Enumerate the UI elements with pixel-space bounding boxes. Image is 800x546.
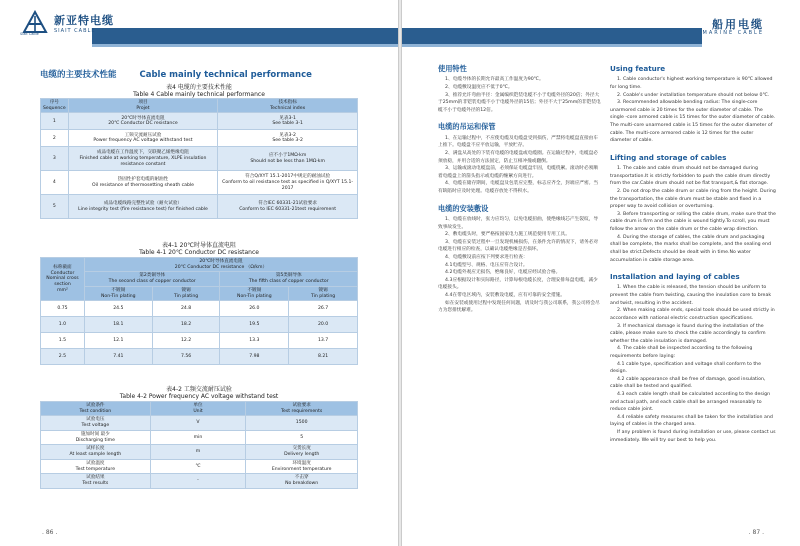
t4-cell-4-2: 符合IEC 60331-21试验要求 Conform to IEC 60331-21test requirement <box>218 195 358 219</box>
t41-head-main <box>84 258 357 272</box>
en-paragraph: 2. When making cable ends, special tools should be used strictly in accordance with national electric construction specifications. <box>610 308 775 321</box>
t41-head-tin-2 <box>152 286 220 300</box>
table-row <box>41 445 358 459</box>
left-page <box>0 0 398 546</box>
t4-cell-1-1: 工频交流耐压试验 Power frequency AC voltage withstand test <box>68 130 218 147</box>
english-text-column <box>610 64 776 444</box>
en-heading: Installation and laying of cables <box>610 272 740 282</box>
cn-paragraph: 3、推荐允许弯曲半径：金属编织铠装电缆不小于电缆外径的20倍；外径大于25mm的非铠装电缆不小于电缆外径的15倍；外径不大于25mm的非铠装电缆不小于电缆外径的12倍。 <box>438 92 601 113</box>
t41-head-class2-text: 第2类铜导体 The second class of copper conductor <box>108 273 196 285</box>
left-header <box>0 0 398 52</box>
section-title-en: MARINE CABLE <box>702 30 764 36</box>
t42-head-1: 单位 Unit <box>150 402 246 416</box>
t4-cell-1-0: 2 <box>41 130 69 147</box>
table42 <box>40 401 358 489</box>
t41-head-nontin-5 <box>220 286 289 300</box>
table41-caption <box>40 240 358 256</box>
header-band <box>402 28 702 44</box>
t41-head-tin-5 <box>289 286 358 300</box>
t41-head-class5-text: 第5类铜导体 The fifth class of copper conductor <box>248 273 329 285</box>
table-row <box>41 301 358 317</box>
t41-cell-1-0: 1.0 <box>41 317 85 333</box>
en-heading: Using feature <box>610 64 666 73</box>
cn-paragraph: 3、电缆在安装过程中一旦发现机械损伤，在条件允许的情况下，请务必对电缆进行相应的检查，以确认电缆绝缘是否损坏。 <box>438 239 599 253</box>
cn-heading: 使用特性 <box>438 64 467 73</box>
t42-head-0: 试验条件 Test condition <box>41 402 151 416</box>
cn-paragraph: 1、在运输过程中，不应使电缆及电缆盘受到损伤，严禁将电缆盘直接由车上推下。电缆盘不应平放运输，平放贮存。 <box>438 135 599 149</box>
t42-cell-4-2: 不击穿 No breakdown <box>246 474 358 488</box>
table-row <box>41 349 358 365</box>
en-paragraph: 4. The cable shall be inspected according to the following requirements before laying: <box>610 346 753 359</box>
cn-paragraph: 3、运输或滚动电缆盘前，必须保证电缆盘牢固，电缆绕紧。滚动时必须顺着电缆盘上的箭头指示或电缆的缠紧方向进行。 <box>438 166 599 179</box>
t42-cell-0-0: 试验电压 Test voltage <box>41 416 151 430</box>
t41-cell-2-1: 12.1 <box>84 333 152 349</box>
t41-head-nontin-2-text: 不镀锡 Non-Tin plating <box>100 287 136 299</box>
en-paragraph: 4.1 cable type, specification and voltage shall conform to the design. <box>610 361 762 375</box>
t4-cell-1-2: 见表3-2 See table 3-2 <box>218 130 358 147</box>
table42-caption-cn: 表4-2 工频交流耐压试验 <box>166 386 232 393</box>
t41-cell-2-4: 13.7 <box>289 333 358 349</box>
t41-cell-3-0: 2.5 <box>41 349 85 365</box>
table4-caption-en: Table 4 Cable mainly technical performance <box>133 91 265 98</box>
t41-cell-3-3: 7.98 <box>220 349 289 365</box>
t4-cell-4-0: 5 <box>41 195 69 219</box>
page-title-en: Cable mainly technical performance <box>139 70 312 80</box>
logo-chinese: 新亚特电缆 <box>54 14 114 27</box>
t42-cell-1-0: 施加时间 最少 Discharging time <box>41 430 151 444</box>
t41-head-area <box>41 258 85 301</box>
t4-cell-2-1: 成品电缆在工作温度下，交联聚乙烯绝缘电阻 Finished cable at working temperature, XLPE insulation resistance constant <box>68 147 218 171</box>
cn-paragraph: 4.3应根据设计和实际路径，计算每根电缆长度，合理安排每盘电缆，减少电缆接头。 <box>438 277 598 291</box>
t4-cell-0-1: 20℃时导体直流电阻 20℃ Conductor DC resistance <box>68 113 218 130</box>
table42-caption <box>40 384 358 400</box>
t42-cell-4-0: 试验结果 Test results <box>41 474 151 488</box>
cn-paragraph: 4.1电缆型号、规格、电压应符合设计。 <box>445 262 528 268</box>
table41-caption-en: Table 4-1 20℃ Conductor DC resistance <box>139 249 259 256</box>
t4-cell-0-0: 1 <box>41 113 69 130</box>
t41-cell-1-3: 19.5 <box>220 317 289 333</box>
header-band-accent <box>92 44 398 47</box>
t42-cell-2-2: 交货长度 Delivery length <box>246 445 358 459</box>
cn-paragraph: 1、电缆导体的长期允许最高工作温度为90℃。 <box>445 77 544 83</box>
table-row <box>41 430 358 444</box>
t41-head-class5 <box>220 272 358 286</box>
logo-small-text: Siait Cable <box>20 32 39 36</box>
t42-cell-2-1: m <box>150 445 246 459</box>
t41-cell-3-2: 7.56 <box>152 349 220 365</box>
cn-paragraph: 4、电缆敷设前应按下列要求进行检查： <box>445 255 528 261</box>
cn-heading: 电缆的安装敷设 <box>438 203 489 213</box>
en-paragraph: 2. Coable's under installation temperature should not below 0℃. <box>617 92 770 98</box>
section-title-cn: 船用电缆 <box>712 18 764 31</box>
t41-cell-1-1: 18.1 <box>84 317 152 333</box>
t41-cell-1-4: 20.0 <box>289 317 358 333</box>
t41-cell-0-1: 24.5 <box>84 301 152 317</box>
t41-cell-0-2: 24.8 <box>152 301 220 317</box>
table-row <box>41 130 358 147</box>
en-paragraph: 4.3 each cable length shall be calculated according to the design and actual path, and each cable shall be arranged reasonably to reduce cable joint. <box>610 392 771 413</box>
t4-cell-3-2: 符合Q/XYT 15.1-2017中规定的耐油试验 Conform to oil resistance test as specified in Q/XYT 15.1-2017 <box>218 171 358 195</box>
logo-emblem-icon <box>20 10 50 36</box>
t4-cell-0-2: 见表3-1 See table 3-1 <box>218 113 358 130</box>
cn-paragraph: 2、满盘从高处的下装有电缆的电缆盘或电缆圈。在运输过程中，电缆盘必须放稳，并用合适的方法固定，防止互相冲撞或翻倒。 <box>438 150 599 164</box>
cn-paragraph: 1、电缆在放线时，张力应均匀，以免电缆扭曲，使绝缘线芯产生裂纹，导致事故发生。 <box>438 217 599 230</box>
cn-paragraph: 如在安装或使用过程中发现任何问题，请及时与我公司联系，我公司将会尽力为您排忧解难。 <box>438 300 600 314</box>
table-row <box>41 147 358 171</box>
t41-cell-0-3: 26.0 <box>220 301 289 317</box>
t42-head-2: 试验要求 Test requirements <box>246 402 358 416</box>
en-paragraph: 4. During the storage of cables, the cable drum and packaging shall be complete, the marks shall be complete, and the sealing end shall be strict.Defects should be dealt with in time.No water accumulation in cable storage area. <box>610 234 771 263</box>
right-page-number: . 87 . <box>748 529 764 536</box>
t41-head-main-text: 20℃时导体直流电阻 20℃ Conductor DC resistance （Ω/km） <box>174 259 268 270</box>
en-paragraph: 1. When the cable is released, the tension should be uniform to prevent the cable from twisting, causing the insulation core to break and twist, resulting in the accident. <box>610 285 772 306</box>
header-band-accent <box>402 44 702 47</box>
chinese-text-column <box>438 64 602 315</box>
t4-cell-2-2: 应不小于1MΩ·km Should not be less than 1MΩ·km <box>218 147 358 171</box>
t41-head-nontin-2 <box>84 286 152 300</box>
t4-head-1: 项目 Projet <box>68 99 218 113</box>
t4-cell-3-1: 热固性护套电缆的耐油性 Oil resistance of thermosetting sheath cable <box>68 171 218 195</box>
table-row <box>41 195 358 219</box>
t42-cell-0-2: 1500 <box>246 416 358 430</box>
t4-cell-2-0: 3 <box>41 147 69 171</box>
cn-paragraph: 2、电缆敷设温度应不低于0℃。 <box>445 84 513 90</box>
t41-cell-1-2: 18.2 <box>152 317 220 333</box>
table-row <box>41 113 358 130</box>
page-title <box>40 68 332 80</box>
table4 <box>40 98 358 219</box>
right-header <box>402 0 800 52</box>
t42-cell-0-1: V <box>150 416 246 430</box>
en-paragraph: 3. Recommended allowable bending radius: The single-core unarmored cable is 20 times for the outer diameter of cable. The single -core armored cable is 15 times for the outer diameter of cable. The multi-core unarmored cable is 15 times for the outer diameter of cable. The multi-core armored cable is 12 times for the outer diameter of cable. <box>610 100 776 144</box>
table-row <box>41 459 358 473</box>
t42-cell-4-1: - <box>150 474 246 488</box>
t41-cell-0-0: 0.75 <box>41 301 85 317</box>
cn-paragraph: 4、电缆在储存期间，电缆盘及包装应完整，标志应齐全，封端应严密。当有缺陷时应及时处理。电缆存放处不得积水。 <box>438 181 599 195</box>
en-paragraph: 4.4 reliable safety measures shall be taken for the installation and laying of cables in the charged area. <box>610 414 773 428</box>
cn-paragraph: 2、敷电缆头时，要严格按国家电力施工规范使用专用工具。 <box>445 232 570 238</box>
t4-head-0: 序号 Sequence <box>41 99 69 113</box>
t41-cell-2-0: 1.5 <box>41 333 85 349</box>
table-row <box>41 333 358 349</box>
t4-head-2: 技术指标 Technical index <box>218 99 358 113</box>
table-row <box>41 171 358 195</box>
t4-cell-3-0: 4 <box>41 171 69 195</box>
table4-caption-cn: 表4 电缆的主要技术性能 <box>166 84 232 91</box>
t41-cell-2-2: 12.2 <box>152 333 220 349</box>
table4-caption <box>40 82 358 98</box>
t41-cell-3-4: 8.21 <box>289 349 358 365</box>
t42-cell-1-2: 5 <box>246 430 358 444</box>
t41-head-area-text: 标称截面 Conductor Nominal cross section mm² <box>46 264 79 293</box>
header-band <box>92 28 398 44</box>
t41-cell-0-4: 26.7 <box>289 301 358 317</box>
en-heading: Lifting and storage of cables <box>610 152 727 162</box>
t41-cell-3-1: 7.41 <box>84 349 152 365</box>
logo-english: SIAIT CABLE <box>54 28 96 34</box>
t41-head-nontin-5-text: 不镀锡 Non-Tin plating <box>237 287 272 299</box>
cn-heading: 电缆的吊运和保管 <box>438 122 496 132</box>
company-logo <box>20 10 114 36</box>
t41-cell-2-3: 13.3 <box>220 333 289 349</box>
t42-cell-2-0: 试样长度 At least sample length <box>41 445 151 459</box>
t41-head-tin-5-text: 镀锡 Tin plating <box>310 287 336 299</box>
t41-head-class2 <box>84 272 220 286</box>
left-page-number: . 86 . <box>42 529 58 536</box>
en-paragraph: 3. Before transporting or rolling the cable drum, make sure that the cable drum is firm and the cable is wound tightly.To scroll, you must follow the arrow on the cable drum or the cable wrap direction. <box>610 211 776 233</box>
table42-caption-en: Table 4-2 Power frequency AC voltage withstand test <box>119 393 279 400</box>
en-paragraph: 4.2 cable appearance shall be free of damage, good insulation, cable shall be tested and qualified. <box>610 376 766 390</box>
t42-cell-1-1: min <box>150 430 246 444</box>
en-paragraph: 1. The cable and cable drum should not be damaged during transportation.It is strictly forbidden to push the cable drum directly from the car.Cable drum should not be flat transport,& flat storage. <box>610 166 771 187</box>
page-title-cn: 电缆的主要技术性能 <box>40 70 117 80</box>
t4-cell-4-1: 成品电缆线路完整性试验（耐火试验） Line integrity test (fire resistance test) for finished cable <box>68 195 218 219</box>
table-row <box>41 317 358 333</box>
en-paragraph: 1. Cable conductor's highest working temperature is 90℃ allowed for long time. <box>610 77 773 90</box>
en-paragraph: 3. If mechanical damage is found during the installation of the cable, please make sure to check the cable accordingly to confirm whether the cable insulation is damaged. <box>610 323 766 344</box>
table-row <box>41 474 358 488</box>
en-paragraph: If any problem is found during installation or use, please contact us immediately. We will try our best to help you. <box>610 430 776 443</box>
table-row <box>41 416 358 430</box>
table41 <box>40 257 358 365</box>
right-page <box>402 0 800 546</box>
t42-cell-3-2: 环境温度 Environment temperature <box>246 459 358 473</box>
cn-paragraph: 4.4在带电区域内，安装敷设电缆，应有可靠的安全措施。 <box>445 293 566 299</box>
t41-head-tin-2-text: 镀锡 Tin plating <box>173 287 199 299</box>
cn-paragraph: 4.2电缆外观应无损伤，绝缘良好，电缆应经试验合格。 <box>445 270 561 276</box>
en-paragraph: 2. Do not drop the cable drum or cable ring from the height. During the transportation, the cable drum must be stable and fixed in a proper way to avoid collision or overturning. <box>610 189 776 210</box>
t42-cell-3-0: 试验温度 Test temperature <box>41 459 151 473</box>
t42-cell-3-1: ℃ <box>150 459 246 473</box>
table41-caption-cn: 表4-1 20℃时导体直流电阻 <box>161 242 237 249</box>
